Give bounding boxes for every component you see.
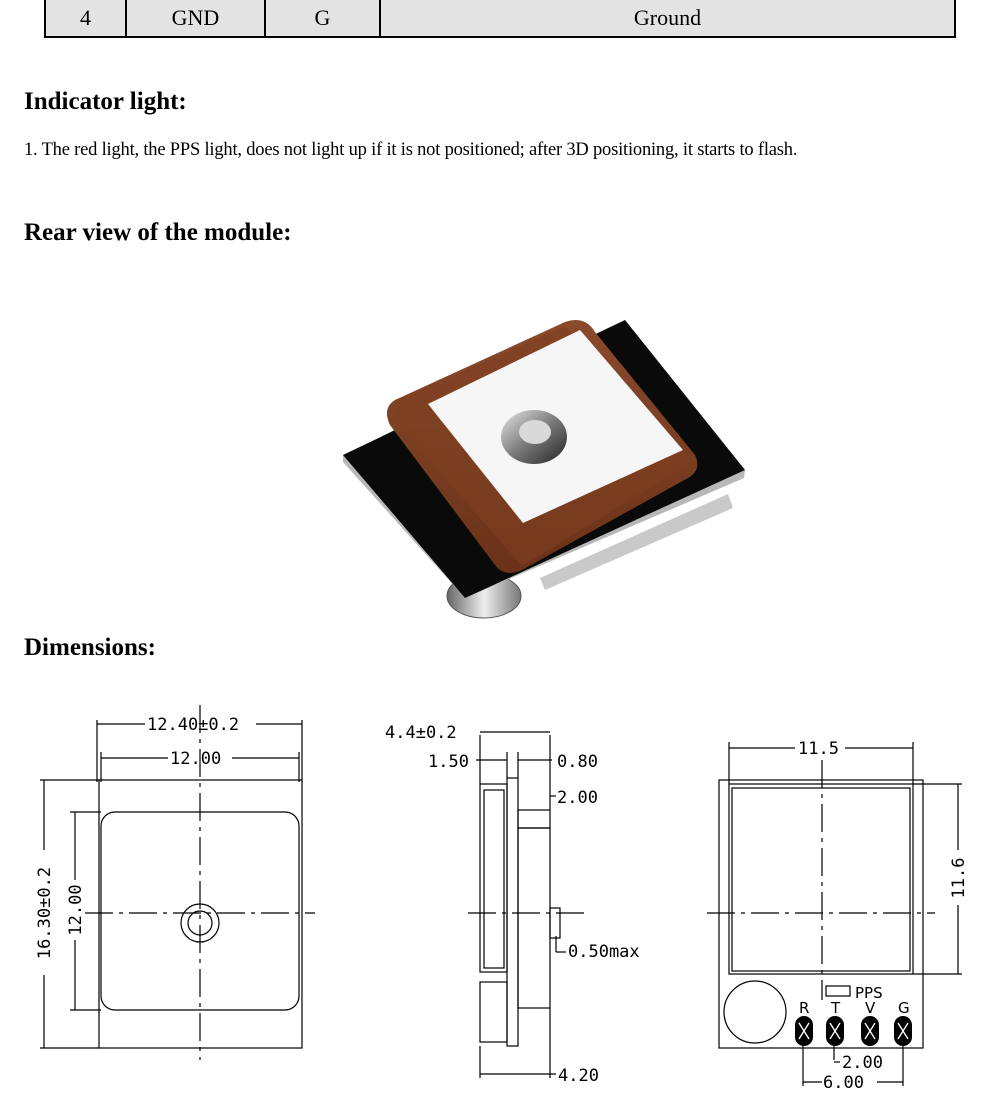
dim-front-overall-height: 16.30±0.2: [35, 866, 55, 960]
pin-label-t: T: [831, 999, 841, 1017]
dim-front-antenna-height: 12.00: [66, 884, 86, 936]
dim-side-bottom-height: 4.20: [558, 1066, 599, 1086]
dim-front-antenna-width: 12.00: [170, 749, 222, 769]
dim-side-total-thickness: 4.4±0.2: [385, 723, 457, 743]
pin-name: GND: [126, 0, 265, 37]
pin-label-g: G: [898, 999, 910, 1017]
dim-front-overall-width: 12.40±0.2: [147, 715, 240, 735]
dim-back-height: 11.6: [949, 857, 969, 899]
dim-side-antenna-thickness: 1.50: [428, 752, 469, 772]
pin-label-v: V: [865, 999, 876, 1017]
pin-label-r: R: [799, 999, 810, 1017]
dim-side-component-max: 0.50max: [568, 942, 640, 962]
pps-label: PPS: [855, 984, 883, 1002]
dim-back-width: 11.5: [798, 739, 839, 759]
pin-number: 4: [45, 0, 126, 37]
dimensions-heading: Dimensions:: [24, 634, 156, 661]
indicator-item: 1. The red light, the PPS light, does not light up if it is not positioned; after 3D positioning, it starts to flash.: [24, 140, 798, 160]
pin-description: Ground: [380, 0, 955, 37]
dim-back-pin-pitch: 2.00: [842, 1053, 883, 1073]
indicator-heading: Indicator light:: [24, 88, 187, 115]
dim-side-component-height: 2.00: [557, 788, 598, 808]
rear-view-heading: Rear view of the module:: [24, 219, 292, 246]
dim-side-pcb-thickness: 0.80: [557, 752, 598, 772]
pin-symbol: G: [265, 0, 380, 37]
dim-back-pin-span: 6.00: [823, 1073, 864, 1093]
